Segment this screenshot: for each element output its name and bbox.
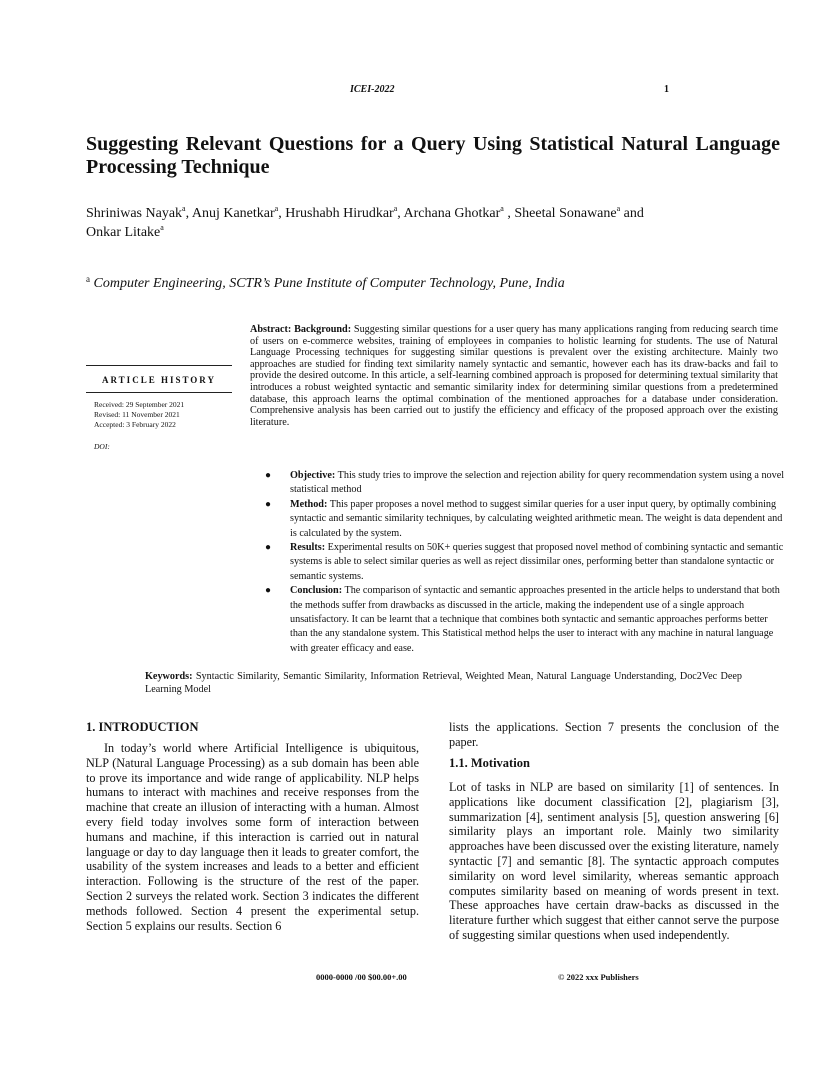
bullet-label: Method: (290, 498, 328, 510)
author-separator: , (278, 206, 286, 221)
footer-copyright: © 2022 xxx Publishers (558, 972, 639, 982)
page-number: 1 (664, 84, 669, 95)
section-heading-motivation: 1.1. Motivation (449, 756, 530, 770)
keywords-label: Keywords: (145, 671, 193, 682)
introduction-paragraph-continued: lists the applications. Section 7 presents the conclusion of the paper. (449, 720, 779, 749)
author-affiliation-mark: a (274, 204, 279, 213)
bullet-label: Objective: (290, 470, 336, 481)
bullet-icon: ● (265, 585, 272, 597)
author-affiliation-mark: a (160, 223, 164, 232)
bullet-text: Experimental results on 50K+ queries suggest that proposed novel method of combining syntactic and semantic systems is able to select similar queries as well as reject dissimilar ones, performing better than standalone syntactic or semantic systems. (290, 542, 784, 582)
doi-label: DOI: (94, 442, 110, 451)
footer-issn: 0000-0000 /00 $00.00+.00 (316, 972, 407, 982)
bullet-text: The comparison of syntactic and semantic approaches presented in the article helps to understand that both the methods suffer from drawbacks as discussed in the article, making the independent use of a single approach unsatisfactory. It can be learnt that a technique that combines both syntactic and semantic approaches performs better than the any standalone system. This Statistical method helps the user to interact with any machine in natural language with greater efficacy and ease. (290, 585, 780, 654)
bullet-label: Conclusion: (290, 585, 343, 597)
author-separator: , (503, 206, 515, 221)
author-name: Hrushabh Hirudkar (285, 206, 394, 221)
keywords-text: Syntactic Similarity, Semantic Similarity, Information Retrieval, Weighted Mean, Natural Language Understanding, Doc2Vec Deep Learning Model (145, 671, 743, 695)
bullet-icon: ● (265, 470, 272, 481)
revised-date: Revised: 11 November 2021 (94, 410, 180, 419)
author-affiliation-mark: a (182, 204, 186, 213)
bullet-label: Results: (290, 542, 326, 554)
affiliation-mark: a (86, 274, 90, 284)
author-name: Sheetal Sonawane (514, 206, 617, 221)
author-name: Onkar Litake (86, 225, 161, 240)
running-header-journal: ICEI-2022 (350, 84, 395, 95)
motivation-body (449, 780, 779, 943)
keywords (145, 670, 742, 696)
bullet-icon: ● (265, 498, 272, 510)
paper-title: Suggesting Relevant Questions for a Query Using Statistical Natural Language Processing Technique (86, 133, 780, 178)
motivation-paragraph: Lot of tasks in NLP are based on similarity [1] of sentences. In applications like document classification [2], plagiarism [3], summarization [4], sentiment analysis [5], question answering [6] similarity plays an important role. Mainly two similarity approaches have been discussed over the existing literature, namely syntactic [7] and semantic [8]. The syntactic approach computes similarity on word level similarity, whereas semantic approach computes similarity based on meaning of words present in text. These approaches have certain draw-backs as discussed in the literature further which suggest that either cannot serve the purpose of suggesting similar questions when used independently. (449, 780, 779, 942)
section-heading-introduction: 1. INTRODUCTION (86, 720, 199, 734)
affiliation (86, 274, 565, 292)
author-affiliation-mark: a (616, 204, 621, 213)
author-list (86, 204, 776, 242)
list-item (262, 541, 786, 584)
list-item (262, 498, 786, 541)
accepted-date: Accepted: 3 February 2022 (94, 420, 176, 429)
bullet-text: This paper proposes a novel method to suggest similar queries for a user input query, by optimally combining syntactic and semantic similarity techniques, by calculating weighted arithmetic mean. The weight is data dependent and is calculated by the system. (290, 498, 783, 539)
article-history-heading: ARTICLE HISTORY (102, 375, 216, 385)
left-column (86, 741, 419, 933)
highlights-list (262, 469, 786, 656)
list-item (262, 584, 786, 656)
affiliation-text: Computer Engineering, SCTR’s Pune Institute of Computer Technology, Pune, India (93, 276, 565, 291)
author-name: Anuj Kanetkar (191, 206, 275, 221)
introduction-paragraph: In today’s world where Artificial Intelligence is ubiquitous, NLP (Natural Language Processing) as a sub domain has been able to prove its importance and wide range of applicability. NLP helps humans to interact with machines and receive responses from the machine that create an illusion of interacting with a human. Almost every field today involves some form of interaction between humans and machine, if this interaction is carried out in natural language or day to day language then it leads to greater comfort, the usability of the system increases and leads to a better and efficient interaction. Following is the structure of the rest of the paper. Section 2 surveys the related work. Section 3 indicates the different methods followed. Section 4 present the experimental setup. Section 5 explains our results. Section 6 (86, 741, 419, 933)
bullet-icon: ● (265, 542, 272, 554)
bullet-text: This study tries to improve the selection and rejection ability for query recommendation system using a novel statistical method (290, 470, 785, 496)
abstract-text: Suggesting similar questions for a user query has many applications ranging from reducing search time of users on e-commerce websites, training of employees in companies to holistic learning for students. The use of Natural Language Processing techniques for suggesting similar questions is prevalent over the existing architecture. Mainly two approaches are studied for finding text similarity namely syntactic and semantic, however each has its draw-backs and fail to provide the desired outcome. In this article, a self-learning combined approach is proposed for determining textual similarity that introduces a robust weighted syntactic and semantic similarity index for determining similar questions from a predetermined database, this approach learns the optimal combination of the mentioned approaches for a database under consideration. Comprehensive analysis has been carried out to justify the efficiency and efficacy of the proposed approach over the existing literature. (250, 324, 778, 428)
author-separator: , (185, 206, 192, 221)
author-separator: and (620, 206, 644, 221)
intro-continued (449, 720, 779, 750)
author-separator: , (397, 206, 404, 221)
article-history-bottom-rule (86, 392, 232, 393)
abstract-lead: Abstract: Background: (250, 324, 352, 335)
abstract (250, 324, 778, 428)
article-history-top-rule (86, 365, 232, 366)
author-name: Archana Ghotkar (403, 206, 501, 221)
received-date: Received: 29 September 2021 (94, 400, 185, 409)
author-name: Shriniwas Nayak (86, 206, 183, 221)
author-affiliation-mark: a (393, 204, 398, 213)
list-item (262, 469, 786, 498)
author-affiliation-mark: a (500, 204, 504, 213)
